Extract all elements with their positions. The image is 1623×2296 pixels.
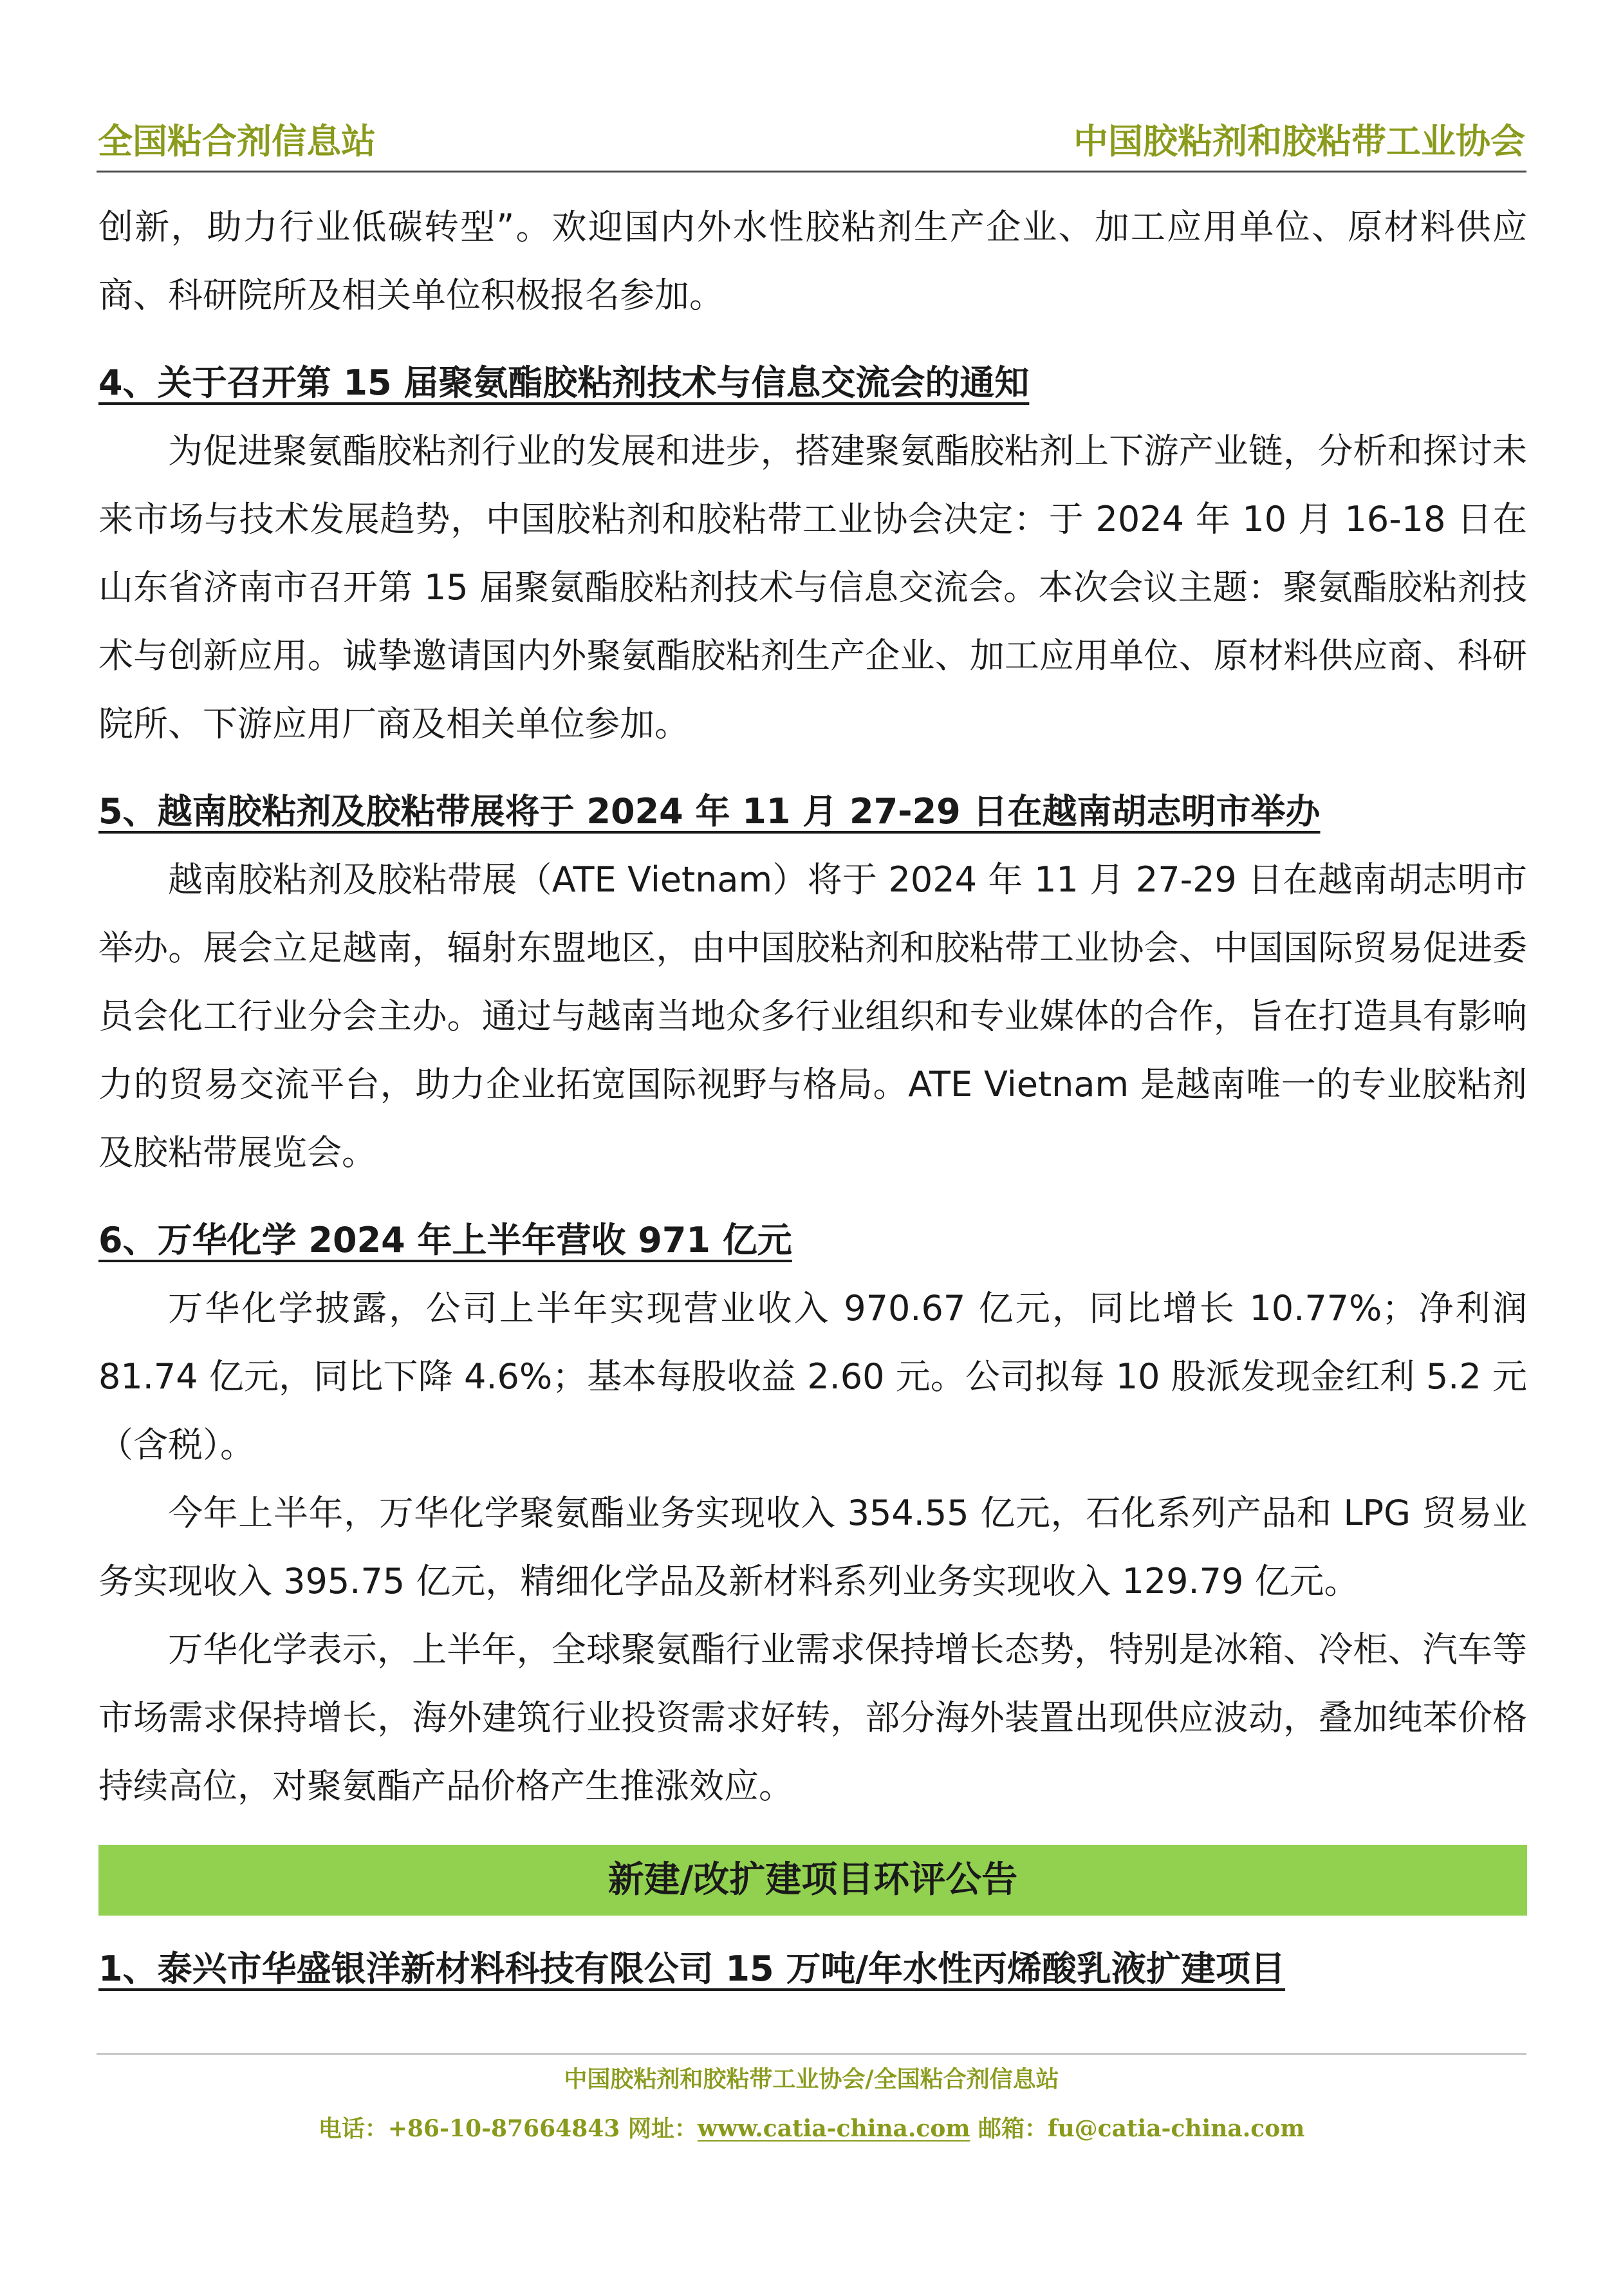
- section-6-paragraph-1: 万华化学披露，公司上半年实现营业收入 970.67 亿元，同比增长 10.77%；净利润 81.74 亿元，同比下降 4.6%；基本每股收益 2.60 元。公司拟每 10 股派发现金红利 5.2 元（含税）。: [98, 1288, 1527, 1465]
- project-1-heading: [98, 1935, 1527, 2003]
- section-5-title: 5、越南胶粘剂及胶粘带展将于 2024 年 11 月 27-29 日在越南胡志明市举办: [98, 791, 1321, 832]
- footer-phone-label: 电话：: [318, 2115, 388, 2142]
- footer-website-link[interactable]: www.catia-china.com: [697, 2115, 970, 2142]
- section-6-heading: [98, 1206, 1527, 1274]
- header-site-name: 全国粘合剂信息站: [98, 121, 376, 162]
- footer-email[interactable]: fu@catia-china.com: [1047, 2115, 1305, 2142]
- section-6-title: 6、万华化学 2024 年上半年营收 971 亿元: [98, 1220, 792, 1260]
- document-body: [98, 193, 1527, 2003]
- footer-divider: [97, 2053, 1526, 2055]
- project-1-title: 1、泰兴市华盛银洋新材料科技有限公司 15 万吨/年水性丙烯酸乳液扩建项目: [98, 1948, 1286, 1989]
- footer-contact: [0, 2106, 1623, 2151]
- section-6-paragraph-2: 今年上半年，万华化学聚氨酯业务实现收入 354.55 亿元，石化系列产品和 LPG 贸易业务实现收入 395.75 亿元，精细化学品及新材料系列业务实现收入 129.79 亿元。: [98, 1493, 1527, 1601]
- section-5-heading: [98, 778, 1527, 846]
- footer-phone: +86-10-87664843: [387, 2115, 620, 2142]
- footer-web-label: 网址：: [620, 2115, 698, 2142]
- footer-organization: 中国胶粘剂和胶粘带工业协会/全国粘合剂信息站: [564, 2066, 1059, 2093]
- header-divider: [97, 171, 1526, 173]
- section-4-paragraph: 为促进聚氨酯胶粘剂行业的发展和进步，搭建聚氨酯胶粘剂上下游产业链，分析和探讨未来市场与技术发展趋势，中国胶粘剂和胶粘带工业协会决定：于 2024 年 10 月 16-18 日在山东省济南市召开第 15 届聚氨酯胶粘剂技术与信息交流会。本次会议主题：聚氨酯胶粘剂技术与创新应用。诚挚邀请国内外聚氨酯胶粘剂生产企业、加工应用单位、原材料供应商、科研院所、下游应用厂商及相关单位参加。: [98, 431, 1527, 744]
- section-4-title: 4、关于召开第 15 届聚氨酯胶粘剂技术与信息交流会的通知: [98, 362, 1030, 403]
- header-association-name: 中国胶粘剂和胶粘带工业协会: [1073, 121, 1525, 162]
- intro-paragraph: 创新，助力行业低碳转型”。欢迎国内外水性胶粘剂生产企业、加工应用单位、原材料供应商、科研院所及相关单位积极报名参加。: [98, 207, 1527, 315]
- footer-email-label: 邮箱：: [970, 2115, 1048, 2142]
- section-5-paragraph: 越南胶粘剂及胶粘带展（ATE Vietnam）将于 2024 年 11 月 27-29 日在越南胡志明市举办。展会立足越南，辐射东盟地区，由中国胶粘剂和胶粘带工业协会、中国国际贸易促进委员会化工行业分会主办。通过与越南当地众多行业组织和专业媒体的合作，旨在打造具有影响力的贸易交流平台，助力企业拓宽国际视野与格局。ATE Vietnam 是越南唯一的专业胶粘剂及胶粘带展览会。: [98, 859, 1527, 1173]
- section-6-paragraph-3: 万华化学表示，上半年，全球聚氨酯行业需求保持增长态势，特别是冰箱、冷柜、汽车等市场需求保持增长，海外建筑行业投资需求好转，部分海外装置出现供应波动，叠加纯苯价格持续高位，对聚氨酯产品价格产生推涨效应。: [98, 1629, 1527, 1806]
- environmental-notice-banner: 新建/改扩建项目环评公告: [98, 1845, 1527, 1916]
- section-4-heading: [98, 349, 1527, 417]
